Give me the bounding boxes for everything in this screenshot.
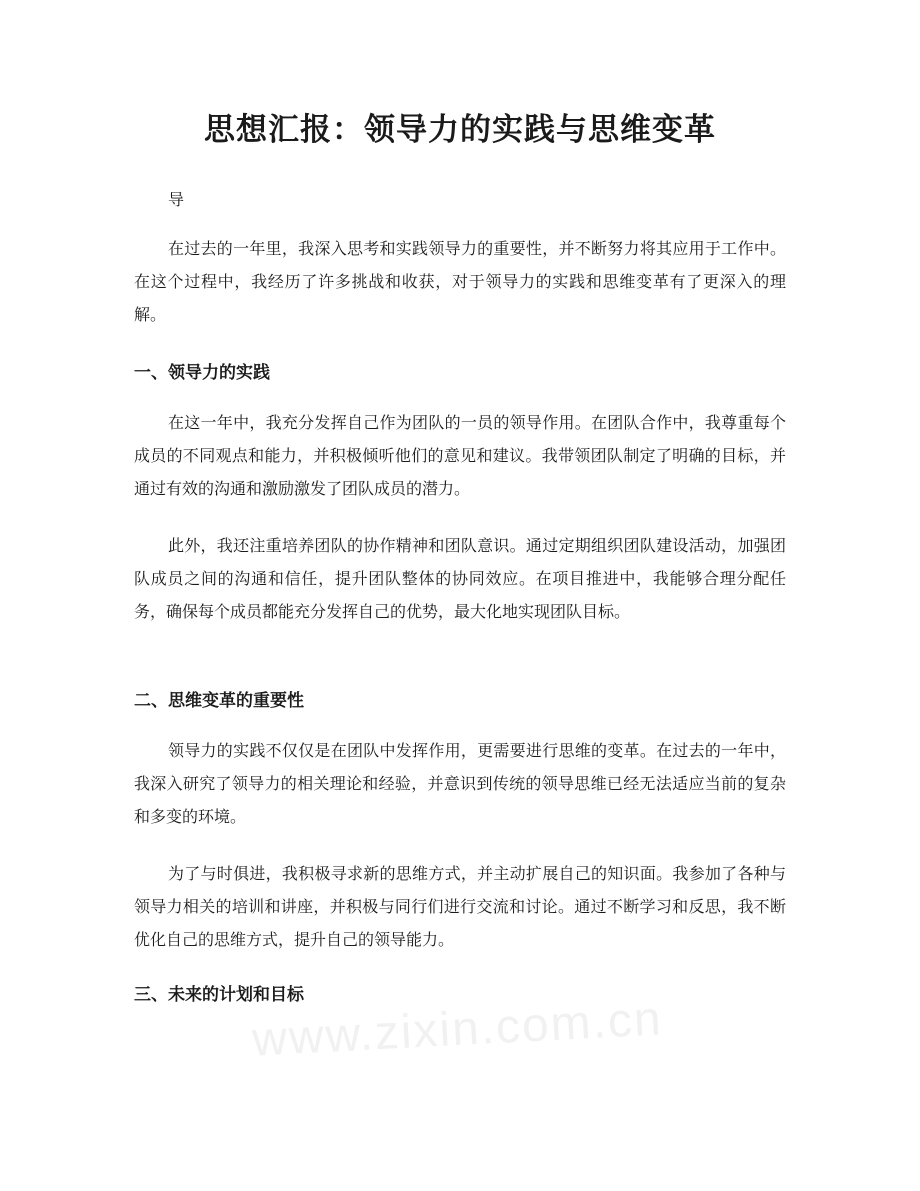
section-1-paragraph-1: 在这一年中，我充分发挥自己作为团队的一员的领导作用。在团队合作中，我尊重每个成员的不同观点和能力，并积极倾听他们的意见和建议。我带领团队制定了明确的目标，并通过有效的沟通和激励激发了团队成员的潜力。 xyxy=(134,413,786,498)
section-1-paragraph-2: 此外，我还注重培养团队的协作精神和团队意识。通过定期组织团队建设活动，加强团队成员之间的沟通和信任，提升团队整体的协同效应。在项目推进中，我能够合理分配任务，确保每个成员都能充分发挥自己的优势，最大化地实现团队目标。 xyxy=(134,536,786,621)
section-heading-2: 二、思维变革的重要性 xyxy=(134,691,304,711)
section-2-paragraph-2: 为了与时俱进，我积极寻求新的思维方式，并主动扩展自己的知识面。我参加了各种与领导力相关的培训和讲座，并积极与同行们进行交流和讨论。通过不断学习和反思，我不断优化自己的思维方式，提升自己的领导能力。 xyxy=(134,864,786,949)
watermark: www.zixin.com.cn xyxy=(250,992,664,1067)
section-2-paragraph-1: 领导力的实践不仅仅是在团队中发挥作用，更需要进行思维的变革。在过去的一年中，我深入研究了领导力的相关理论和经验，并意识到传统的领导思维已经无法适应当前的复杂和多变的环境。 xyxy=(134,741,786,826)
intro-paragraph: 在过去的一年里，我深入思考和实践领导力的重要性，并不断努力将其应用于工作中。在这个过程中，我经历了许多挑战和收获，对于领导力的实践和思维变革有了更深入的理解。 xyxy=(134,239,786,324)
section-heading-3: 三、未来的计划和目标 xyxy=(134,985,304,1005)
document-title: 思想汇报：领导力的实践与思维变革 xyxy=(204,112,716,148)
section-heading-1: 一、领导力的实践 xyxy=(134,363,270,383)
intro-label: 导 xyxy=(168,190,185,209)
